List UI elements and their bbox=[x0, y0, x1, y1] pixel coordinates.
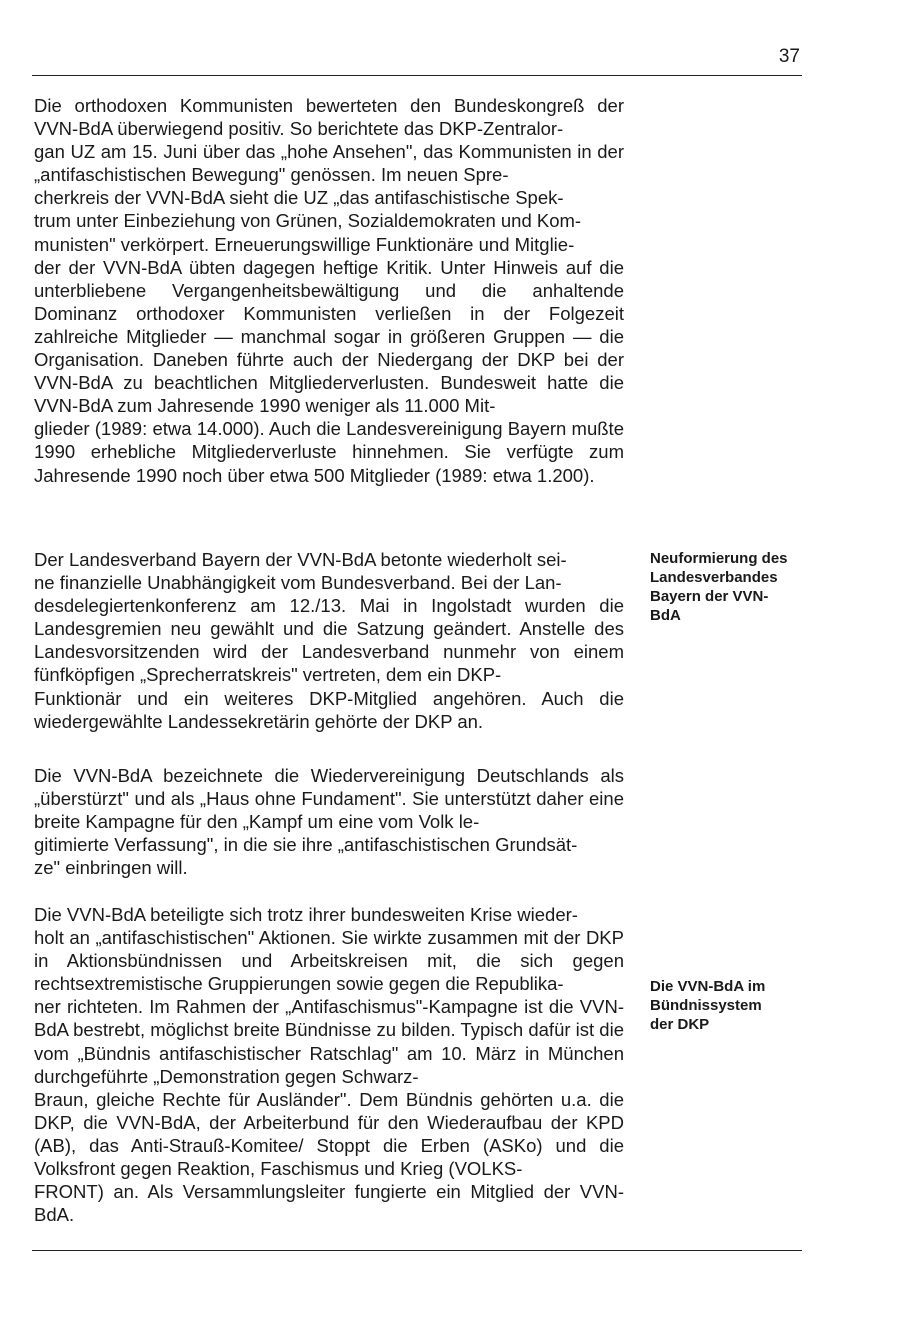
margin-note-buendnissystem: Die VVN-BdA im Bündnissystem der DKP bbox=[650, 978, 766, 1033]
paragraph-landesverband-bayern: Der Landesverband Bayern der VVN-BdA betonte wiederholt sei- ne finanzielle Unabhängigkeit vom Bundesverband. Bei der Lan- desdelegiertenkonferenz am 12./13. Mai in Ingolstadt wurden die Landesgremien neu gewählt und die Satzung geändert. Anstelle des Landesvorsitzenden wird der Landesverband nunmehr von einem fünfköpfigen „Sprecherratskreis" vertreten, dem ein DKP- Funktionär und ein weiteres DKP-Mitglied angehören. Auch die wiedergewählte Landessekretärin gehörte der DKP an. bbox=[34, 549, 624, 732]
footer-rule bbox=[32, 1250, 802, 1251]
margin-note-neuformierung: Neuformierung des Landesverbandes Bayern der VVN- BdA bbox=[650, 550, 788, 624]
header-rule bbox=[32, 75, 802, 76]
page-number: 37 bbox=[778, 46, 800, 67]
paragraph-aktionsbuendnisse: Die VVN-BdA beteiligte sich trotz ihrer bundesweiten Krise wieder- holt an „antifaschistischen" Aktionen. Sie wirkte zusammen mit der DKP in Aktionsbündnissen und Arbeitskreisen mit, die sich gegen rechtsextremistische Gruppierungen sowie gegen die Republika- ner richteten. Im Rahmen der „Antifaschismus"-Kampagne ist die VVN-BdA bestrebt, möglichst breite Bündnisse zu bilden. Typisch dafür ist die vom „Bündnis antifaschistischer Ratschlag" am 10. März in München durchgeführte „Demonstration gegen Schwarz- Braun, gleiche Rechte für Ausländer". Dem Bündnis gehörten u.a. die DKP, die VVN-BdA, der Arbeiterbund für den Wiederaufbau der KPD (AB), das Anti-Strauß-Komitee/ Stoppt die Erben (ASKo) und die Volksfront gegen Reaktion, Faschismus und Krieg (VOLKS- FRONT) an. Als Versammlungsleiter fungierte ein Mitglied der VVN-BdA. bbox=[34, 904, 624, 1226]
paragraph-kommunisten-bundeskongress: Die orthodoxen Kommunisten bewerteten den Bundeskongreß der VVN-BdA überwiegend positiv. So berichtete das DKP-Zentralor- gan UZ am 15. Juni über das „hohe Ansehen", das Kommunisten in der „antifaschistischen Bewegung" genössen. Im neuen Spre- cherkreis der VVN-BdA sieht die UZ „das antifaschistische Spek- trum unter Einbeziehung von Grünen, Sozialdemokraten und Kom- munisten" verkörpert. Erneuerungswillige Funktionäre und Mitglie- der der VVN-BdA übten dagegen heftige Kritik. Unter Hinweis auf die unterbliebene Vergangenheitsbewältigung und die anhaltende Dominanz orthodoxer Kommunisten verließen in der Folgezeit zahlreiche Mitglieder — manchmal sogar in größeren Gruppen — die Organisation. Daneben führte auch der Niedergang der DKP bei der VVN-BdA zu beachtlichen Mitgliederverlusten. Bundesweit hatte die VVN-BdA zum Jahresende 1990 weniger als 11.000 Mit- glieder (1989: etwa 14.000). Auch die Landesvereinigung Bayern mußte 1990 erhebliche Mitgliederverluste hinnehmen. Sie verfügte zum Jahresende 1990 noch über etwa 500 Mitglieder (1989: etwa 1.200). bbox=[34, 95, 624, 486]
paragraph-wiedervereinigung: Die VVN-BdA bezeichnete die Wiedervereinigung Deutschlands als „überstürzt" und als „Haus ohne Fundament". Sie unterstützt daher eine breite Kampagne für den „Kampf um eine vom Volk le- gitimierte Verfassung", in die sie ihre „antifaschistischen Grundsät- ze" einbringen will. bbox=[34, 765, 624, 879]
